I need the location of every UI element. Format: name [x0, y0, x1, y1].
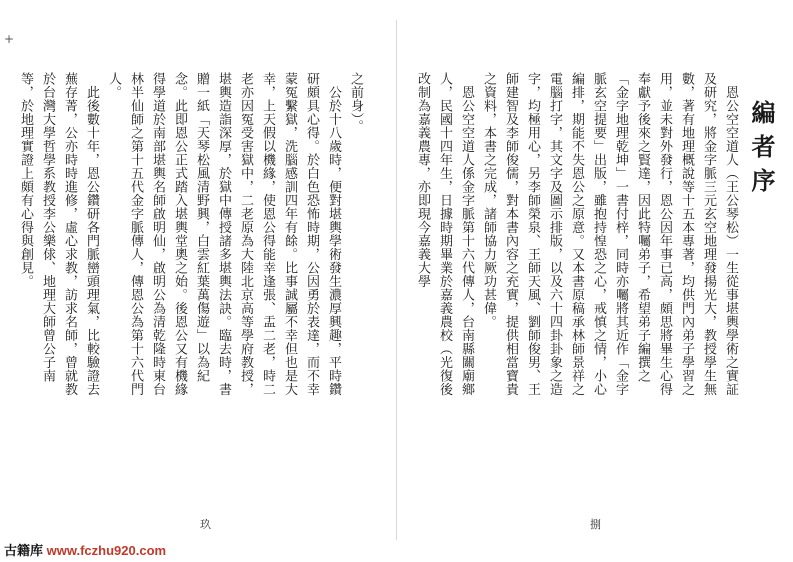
watermark-prefix: 古籍库: [4, 543, 47, 558]
left-page: [0, 0, 396, 562]
page-gutter: [396, 20, 397, 540]
watermark-url: www.fczhu920.com: [46, 543, 167, 558]
watermark: [4, 540, 166, 559]
left-page-number: 玖: [200, 518, 211, 531]
right-page-body: 恩公空空道人（王公琴松）一生從事堪輿學術之實証及研究，將金字脈三元玄空地理發揚光大，教授學生無數，著有地理概說等十五本專著，均供門內弟子學習之用，並未對外發行，恩公因年事已高，頗思將畢生心得奉獻予後來之賢達，因此特囑弟子，希望弟子編撰之「金字地理乾坤」一書付梓，同時亦囑將其近作「金字脈玄空提要」出版，雖抱持惶恐之心，戒慎之情，小心編排，期能不失恩公之原意。又本書原稿承林師景祥之電腦打字，其文字及圖示排版，以及六十四卦卦象之造字，均極用心，另李師榮泉、王師天風、劉師俊男、王師建智及李師俊儒，對本書內容之充實，提供相當寶貴之資料，本書之完成，諸師協力厥功甚偉。 恩公空空道人係金字脈第十六代傳人，台南縣關廟鄉人，民國十四年生，日據時期畢業於嘉義農校（光復後改制為嘉義農專，亦即現今嘉義大學: [415, 72, 738, 396]
corner-mark: +: [4, 32, 15, 46]
right-page-number: 捌: [590, 518, 601, 531]
page-title: 編者序: [747, 100, 776, 202]
left-page-body: 之前身）。 公於十八歲時，便對堪輿學術發生濃厚興趣，平時鑽研頗具心得。於白色恐怖時期，公因勇於表達，而不幸蒙冤繫獄，洗腦感訓四年有餘。比事誠屬不幸但也是大幸，上天假以機緣，使恩公得能幸逢張、盂二老，時二老亦因冤受害獄中，二老原為大陸北京高等學府教授，堪輿造詣深厚，於獄中傳授諸多堪輿法訣。臨去時，書贈一紙「天琴松風清野興，白雲紅葉萬傷遊」以為紀念。此即恩公正式踏入堪輿堂奧之始。後恩公又有機緣得學道於南部堪輿名師啟明仙，啟明公為清乾隆時東台林半仙師之第十五代金字脈傳人，傳恩公為第十六代門人。 此後數十年，恩公鑽研各門脈巒頭理氣，比較驗證去蕪存菁，公亦時時進修，虛心求教，訪求名師，曾就教於台灣大學哲學系教授李公樂俅、地理大師曾公子南等，於地理實證上頗有心得與創見。: [18, 72, 363, 396]
right-page: [400, 0, 793, 562]
